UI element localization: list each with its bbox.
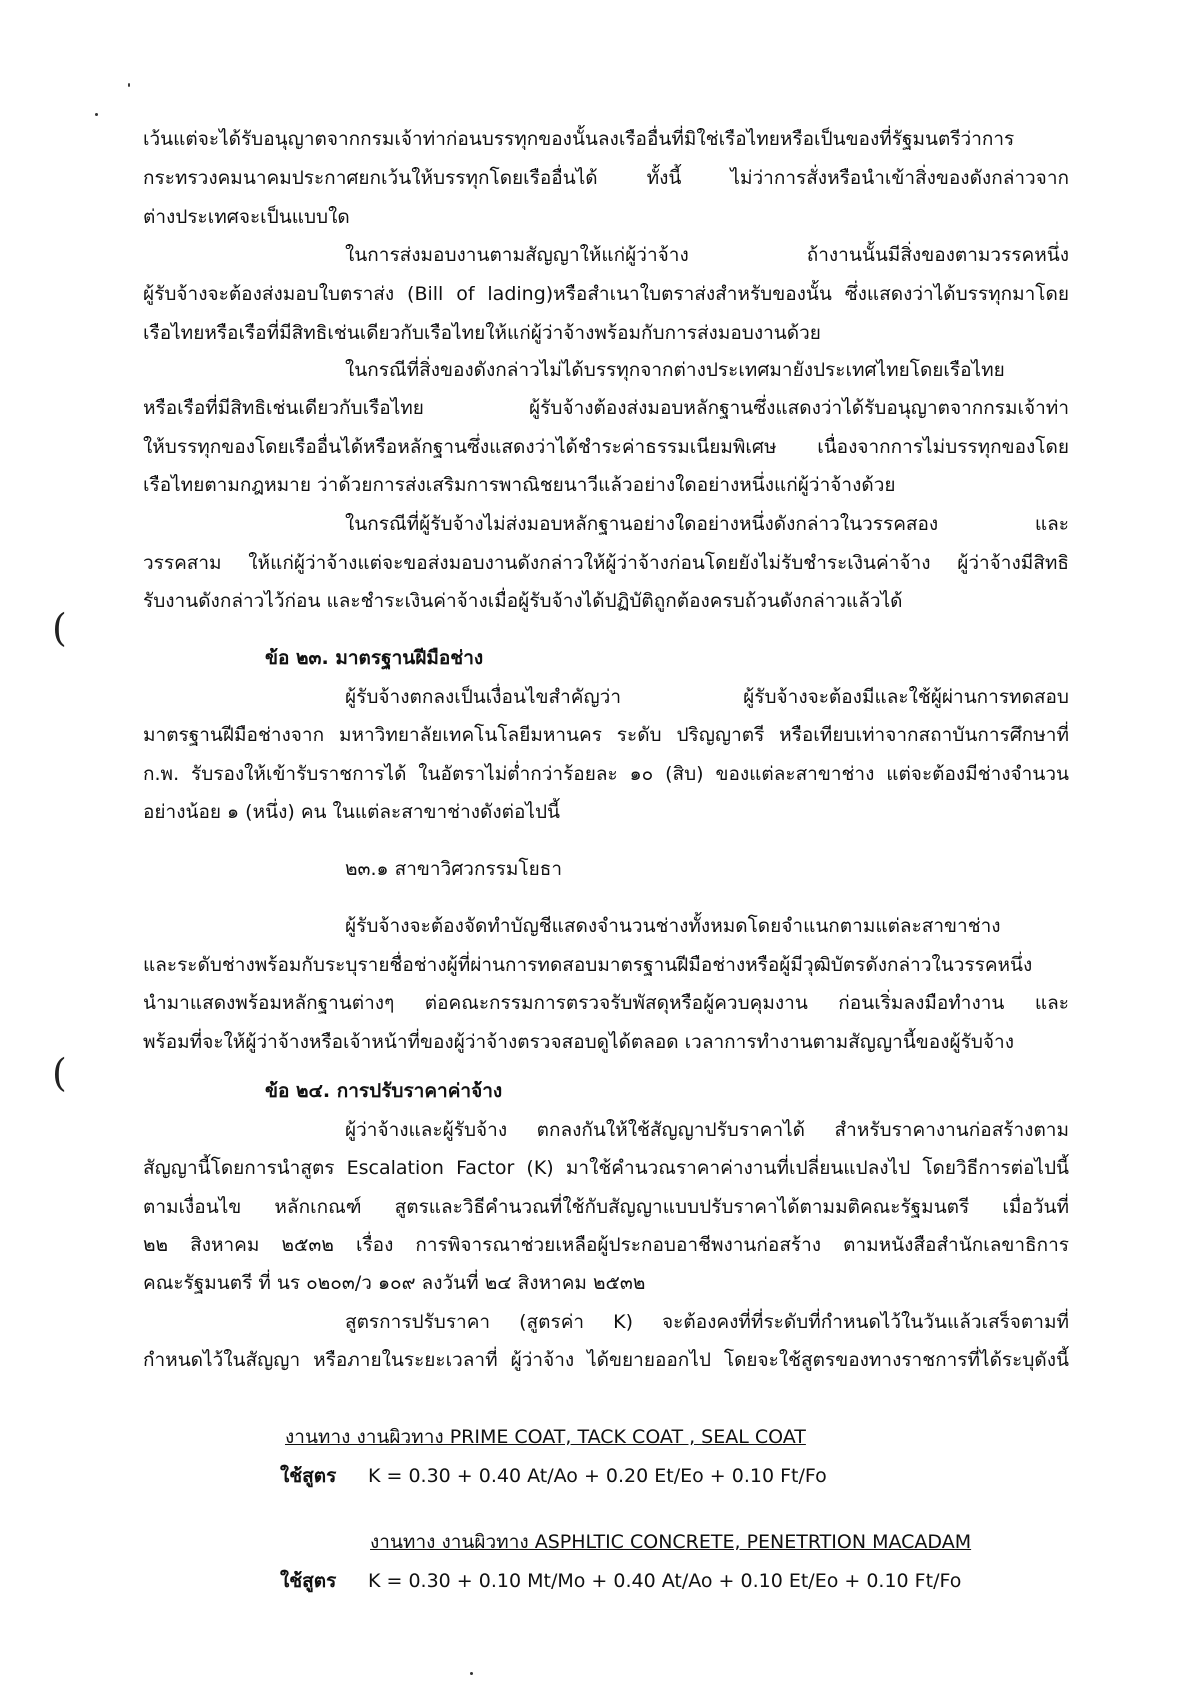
paragraph-line: ในการส่งมอบงานตามสัญญาให้แก่ผู้ว่าจ้าง ถ้างานนั้นมีสิ่งของตามวรรคหนึ่ง [345, 244, 1069, 266]
section-heading: ข้อ ๒๓. มาตรฐานฝีมือช่าง [265, 647, 484, 669]
hole-punch-mark: ( [52, 606, 67, 650]
paragraph-line: เว้นแต่จะได้รับอนุญาตจากกรมเจ้าท่าก่อนบรรทุกของนั้นลงเรืออื่นที่มิใช่เรือไทยหรือเป็นของที่รัฐมนตรีว่าการ [143, 128, 1015, 150]
paragraph-line: เรือไทยตามกฎหมาย ว่าด้วยการส่งเสริมการพาณิชยนาวีแล้วอย่างใดอย่างหนึ่งแก่ผู้ว่าจ้างด้วย [143, 474, 896, 496]
paragraph-line: ผู้รับจ้างจะต้องจัดทำบัญชีแสดงจำนวนช่างทั้งหมดโดยจำแนกตามแต่ละสาขาช่าง [345, 915, 1001, 937]
formula-expression: K = 0.30 + 0.40 At/Ao + 0.20 Et/Eo + 0.10 Ft/Fo [368, 1465, 827, 1487]
paragraph-line: ผู้ว่าจ้างและผู้รับจ้าง ตกลงกันให้ใช้สัญญาปรับราคาได้ สำหรับราคางานก่อสร้างตาม [345, 1119, 1069, 1141]
formula-row [280, 1566, 961, 1596]
formula-label: ใช้สูตร [280, 1465, 337, 1487]
paragraph-line: มาตรฐานฝีมือช่างจาก มหาวิทยาลัยเทคโนโลยีมหานคร ระดับ ปริญญาตรี หรือเทียบเท่าจากสถาบันการศึกษาที่ [143, 724, 1069, 746]
paragraph-line: สัญญานี้โดยการนำสูตร Escalation Factor (K) มาใช้คำนวณราคาค่างานที่เปลี่ยนแปลงไป โดยวิธีการต่อไปนี้ [143, 1157, 1069, 1179]
scan-speck [95, 113, 98, 116]
subitem-title: ๒๓.๑ สาขาวิศวกรรมโยธา [345, 858, 563, 880]
paragraph-line: ก.พ. รับรองให้เข้ารับราชการได้ ในอัตราไม่ต่ำกว่าร้อยละ ๑๐ (สิบ) ของแต่ละสาขาช่าง แต่จะต้องมีช่างจำนวน [143, 763, 1069, 785]
paragraph-line: อย่างน้อย ๑ (หนึ่ง) คน ในแต่ละสาขาช่างดังต่อไปนี้ [143, 801, 560, 823]
paragraph-line: วรรคสาม ให้แก่ผู้ว่าจ้างแต่จะขอส่งมอบงานดังกล่าวให้ผู้ว่าจ้างก่อนโดยยังไม่รับชำระเงินค่าจ้าง ผู้ว่าจ้างมีสิทธิ [143, 552, 1069, 574]
paragraph-line: รับงานดังกล่าวไว้ก่อน และชำระเงินค่าจ้างเมื่อผู้รับจ้างได้ปฏิบัติถูกต้องครบถ้วนดังกล่าวแล้วได้ [143, 590, 903, 612]
scan-speck [470, 1672, 473, 1675]
paragraph-line: พร้อมที่จะให้ผู้ว่าจ้างหรือเจ้าหน้าที่ของผู้ว่าจ้างตรวจสอบดูได้ตลอด เวลาการทำงานตามสัญญานี้ของผู้รับจ้าง [143, 1031, 1014, 1053]
paragraph-line: และระดับช่างพร้อมกับระบุรายชื่อช่างผู้ที่ผ่านการทดสอบมาตรฐานฝีมือช่างหรือผู้มีวุฒิบัตรดังกล่าวในวรรคหนึ่ง [143, 954, 1033, 976]
hole-punch-mark: ( [52, 1051, 67, 1095]
section-heading: ข้อ ๒๔. การปรับราคาค่าจ้าง [265, 1080, 503, 1102]
formula-title: งานทาง งานผิวทาง ASPHLTIC CONCRETE, PENETRTION MACADAM [370, 1531, 972, 1553]
scan-speck [128, 83, 130, 87]
paragraph-line: ต่างประเทศจะเป็นแบบใด [143, 206, 350, 228]
paragraph-line: นำมาแสดงพร้อมหลักฐานต่างๆ ต่อคณะกรรมการตรวจรับพัสดุหรือผู้ควบคุมงาน ก่อนเริ่มลงมือทำงาน และ [143, 992, 1069, 1014]
formula-expression: K = 0.30 + 0.10 Mt/Mo + 0.40 At/Ao + 0.10 Et/Eo + 0.10 Ft/Fo [368, 1570, 962, 1592]
formula-title: งานทาง งานผิวทาง PRIME COAT, TACK COAT , SEAL COAT [285, 1426, 806, 1448]
formula-row [280, 1461, 827, 1491]
paragraph-line: ผู้รับจ้างตกลงเป็นเงื่อนไขสำคัญว่า ผู้รับจ้างจะต้องมีและใช้ผู้ผ่านการทดสอบ [345, 686, 1069, 708]
paragraph-line: เรือไทยหรือเรือที่มีสิทธิเช่นเดียวกับเรือไทยให้แก่ผู้ว่าจ้างพร้อมกับการส่งมอบงานด้วย [143, 322, 821, 344]
paragraph-line: ในกรณีที่สิ่งของดังกล่าวไม่ได้บรรทุกจากต่างประเทศมายังประเทศไทยโดยเรือไทย [345, 359, 1005, 381]
paragraph-line: หรือเรือที่มีสิทธิเช่นเดียวกับเรือไทย ผู้รับจ้างต้องส่งมอบหลักฐานซึ่งแสดงว่าได้รับอนุญาตจากกรมเจ้าท่า [143, 397, 1069, 419]
paragraph-line: ในกรณีที่ผู้รับจ้างไม่ส่งมอบหลักฐานอย่างใดอย่างหนึ่งดังกล่าวในวรรคสอง และ [345, 513, 1069, 535]
paragraph-line: กำหนดไว้ในสัญญา หรือภายในระยะเวลาที่ ผู้ว่าจ้าง ได้ขยายออกไป โดยจะใช้สูตรของทางราชการที่ได้ระบุดังนี้ [143, 1349, 1069, 1371]
paragraph-line: กระทรวงคมนาคมประกาศยกเว้นให้บรรทุกโดยเรืออื่นได้ ทั้งนี้ ไม่ว่าการสั่งหรือนำเข้าสิ่งของดังกล่าวจาก [143, 167, 1069, 189]
paragraph-line: สูตรการปรับราคา (สูตรค่า K) จะต้องคงที่ที่ระดับที่กำหนดไว้ในวันแล้วเสร็จตามที่ [345, 1311, 1069, 1333]
formula-label: ใช้สูตร [280, 1570, 337, 1592]
paragraph-line: ตามเงื่อนไข หลักเกณฑ์ สูตรและวิธีคำนวณที่ใช้กับสัญญาแบบปรับราคาได้ตามมติคณะรัฐมนตรี เมื่อวันที่ [143, 1196, 1069, 1218]
paragraph-line: ผู้รับจ้างจะต้องส่งมอบใบตราส่ง (Bill of lading)หรือสำเนาใบตราส่งสำหรับของนั้น ซึ่งแสดงว่าได้บรรทุกมาโดย [143, 283, 1069, 305]
paragraph-line: คณะรัฐมนตรี ที่ นร ๐๒๐๓/ว ๑๐๙ ลงวันที่ ๒๔ สิงหาคม ๒๕๓๒ [143, 1272, 646, 1294]
paragraph-line: ให้บรรทุกของโดยเรืออื่นได้หรือหลักฐานซึ่งแสดงว่าได้ชำระค่าธรรมเนียมพิเศษ เนื่องจากการไม่บรรทุกของโดย [143, 436, 1069, 458]
paragraph-line: ๒๒ สิงหาคม ๒๕๓๒ เรื่อง การพิจารณาช่วยเหลือผู้ประกอบอาชีพงานก่อสร้าง ตามหนังสือสำนักเลขาธิการ [143, 1234, 1069, 1256]
